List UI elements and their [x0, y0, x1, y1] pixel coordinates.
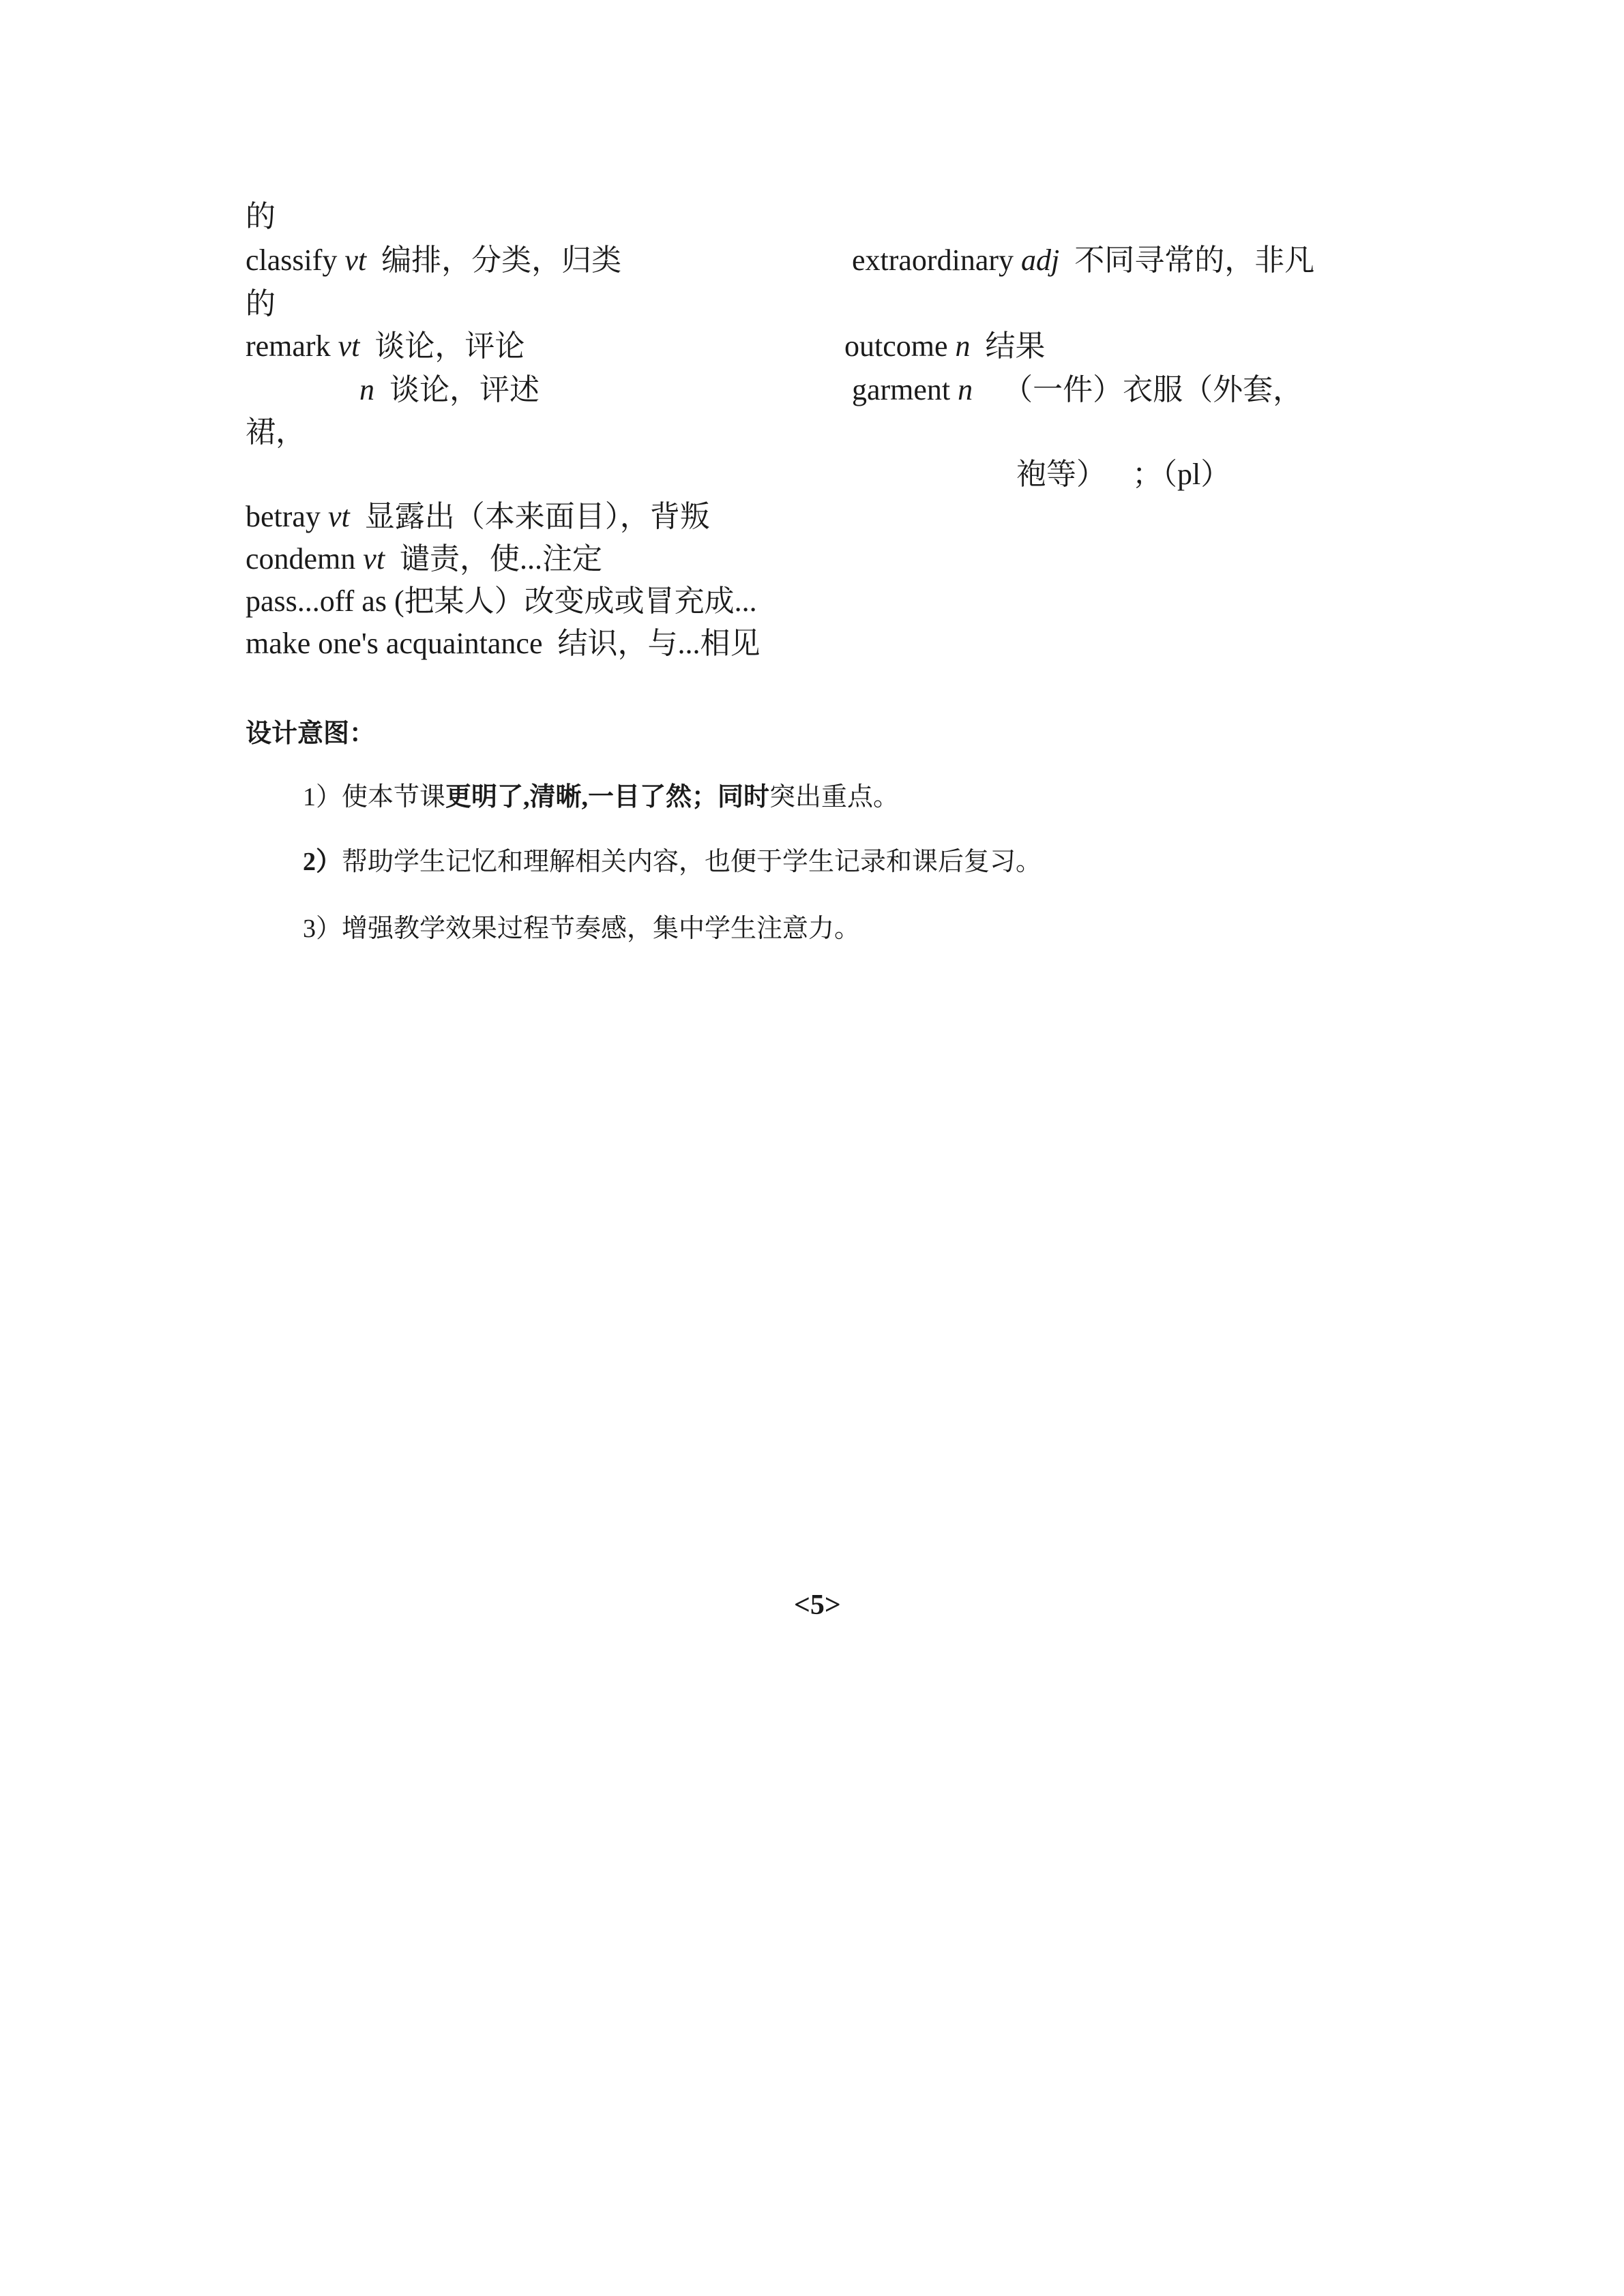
design-intent-item-2: 2）帮助学生记忆和理解相关内容，也便于学生记录和课后复习。 [303, 848, 1042, 876]
vocab-word: extraordinary [852, 243, 1014, 277]
vocab-entry-remark-noun [359, 372, 540, 408]
vocab-entry-classify [246, 243, 621, 278]
vocab-entry-outcome [844, 329, 1046, 364]
vocab-meaning: 显露出（本来面目），背叛 [364, 500, 710, 533]
vocab-pos: n [359, 373, 374, 406]
vocab-word: classify [246, 243, 338, 277]
vocab-continuation-de: 的 [246, 287, 276, 320]
vocab-continuation-pl: ；（pl） [1132, 458, 1231, 491]
vocab-continuation-qun: 裙， [246, 415, 306, 449]
vocab-pos: n [958, 373, 973, 406]
vocab-meaning: 谈论，评论 [374, 329, 525, 363]
design-intent-item-1: 1）使本节课更明了,清晰,一目了然；同时突出重点。 [303, 783, 900, 811]
vocab-meaning: 结识，与...相见 [557, 627, 761, 660]
vocab-entry-extraordinary [852, 243, 1314, 278]
vocab-entry-acquaintance [246, 626, 761, 661]
vocab-continuation-pao: 袍等） [1016, 458, 1106, 491]
vocab-word: remark [246, 329, 331, 363]
vocab-pos: vt [344, 243, 367, 277]
vocab-pos: vt [338, 329, 360, 363]
vocab-phrase: make one's acquaintance [246, 627, 543, 660]
vocab-entry-betray [246, 499, 710, 535]
page-number: <5> [794, 1590, 841, 1621]
vocab-meaning: 不同寻常的，非凡 [1074, 243, 1315, 277]
vocab-entry-condemn [246, 541, 602, 577]
vocab-word: condemn [246, 542, 356, 576]
vocab-pos: n [955, 329, 971, 363]
design-intent-heading: 设计意图： [246, 719, 376, 748]
vocab-continuation-de: 的 [246, 200, 276, 233]
vocab-pos: vt [363, 542, 385, 576]
vocab-pos: vt [327, 500, 350, 533]
vocab-word: betray [246, 500, 321, 533]
design-intent-item-3: 3）增强教学效果过程节奏感，集中学生注意力。 [303, 914, 861, 943]
vocab-word: garment [852, 373, 951, 406]
vocab-entry-garment [852, 372, 1303, 408]
vocab-pos: adj [1021, 243, 1060, 277]
vocab-meaning: 谈论，评述 [389, 373, 540, 406]
vocab-word: outcome [844, 329, 948, 363]
vocab-entry-remark [246, 329, 525, 364]
vocab-meaning: （一件）衣服（外套， [1003, 373, 1303, 406]
vocab-meaning: 谴责，使...注定 [400, 542, 603, 576]
vocab-meaning: 结果 [985, 329, 1046, 363]
vocab-entry-pass-off: pass...off as (把某人）改变成或冒充成... [246, 584, 757, 618]
vocab-meaning: 编排，分类，归类 [381, 243, 622, 277]
